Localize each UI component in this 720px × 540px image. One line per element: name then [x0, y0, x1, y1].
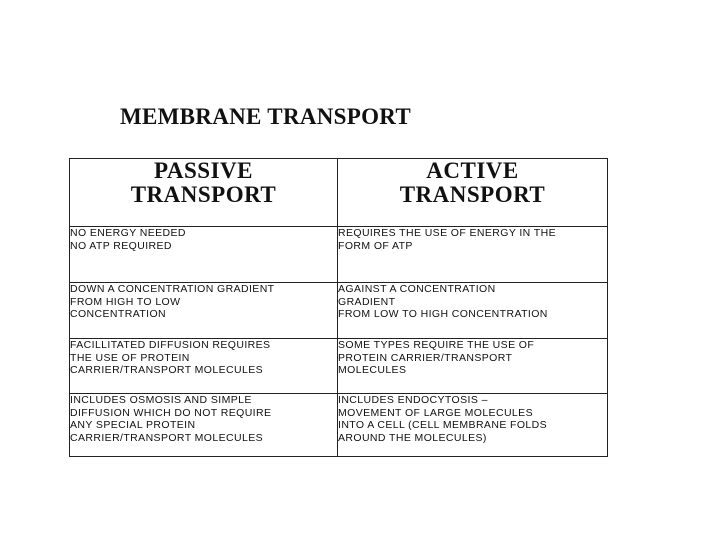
passive-cell	[70, 394, 338, 457]
cell-line: DOWN A CONCENTRATION GRADIENT	[70, 283, 275, 295]
header-active-transport	[338, 159, 608, 227]
cell-line: FACILLITATED DIFFUSION REQUIRES	[70, 339, 271, 351]
cell-line: INTO A CELL (CELL MEMBRANE FOLDS	[338, 419, 548, 431]
table-row	[70, 339, 608, 394]
cell-line: AROUND THE MOLECULES)	[338, 431, 487, 444]
cell-line: PROTEIN CARRIER/TRANSPORT	[338, 351, 513, 364]
cell-line: FROM HIGH TO LOW	[70, 295, 181, 308]
comparison-table	[69, 158, 608, 457]
cell-line: REQUIRES THE USE OF ENERGY IN THE	[338, 227, 556, 239]
cell-line: AGAINST A CONCENTRATION	[338, 283, 496, 295]
cell-line: FORM OF ATP	[338, 239, 413, 252]
active-cell	[338, 283, 608, 339]
cell-line: GRADIENT	[338, 295, 396, 308]
header-line: TRANSPORT	[399, 182, 546, 207]
cell-line: CARRIER/TRANSPORT MOLECULES	[70, 431, 264, 444]
header-line: ACTIVE	[426, 158, 519, 183]
active-cell	[338, 227, 608, 283]
cell-line: INCLUDES ENDOCYTOSIS –	[338, 394, 488, 406]
header-passive-transport	[70, 159, 338, 227]
header-line: TRANSPORT	[130, 182, 277, 207]
table-row	[70, 283, 608, 339]
active-cell	[338, 394, 608, 457]
cell-line: ANY SPECIAL PROTEIN	[70, 419, 196, 431]
passive-cell	[70, 339, 338, 394]
passive-cell	[70, 283, 338, 339]
cell-line: CARRIER/TRANSPORT MOLECULES	[70, 364, 264, 376]
passive-cell	[70, 227, 338, 283]
cell-line: FROM LOW TO HIGH CONCENTRATION	[338, 308, 548, 320]
header-row	[70, 159, 608, 227]
cell-line: MOLECULES	[338, 364, 407, 376]
cell-line: NO ATP REQUIRED	[70, 239, 172, 252]
page-title: MEMBRANE TRANSPORT	[120, 104, 412, 129]
cell-line: MOVEMENT OF LARGE MOLECULES	[338, 406, 533, 419]
cell-line: INCLUDES OSMOSIS AND SIMPLE	[70, 394, 252, 406]
header-line: PASSIVE	[154, 158, 253, 183]
cell-line: SOME TYPES REQUIRE THE USE OF	[338, 339, 535, 351]
cell-line: THE USE OF PROTEIN	[70, 351, 190, 364]
cell-line: CONCENTRATION	[70, 308, 167, 320]
cell-line: DIFFUSION WHICH DO NOT REQUIRE	[70, 406, 272, 419]
table-row	[70, 227, 608, 283]
table-row	[70, 394, 608, 457]
active-cell	[338, 339, 608, 394]
cell-line: NO ENERGY NEEDED	[70, 227, 186, 239]
